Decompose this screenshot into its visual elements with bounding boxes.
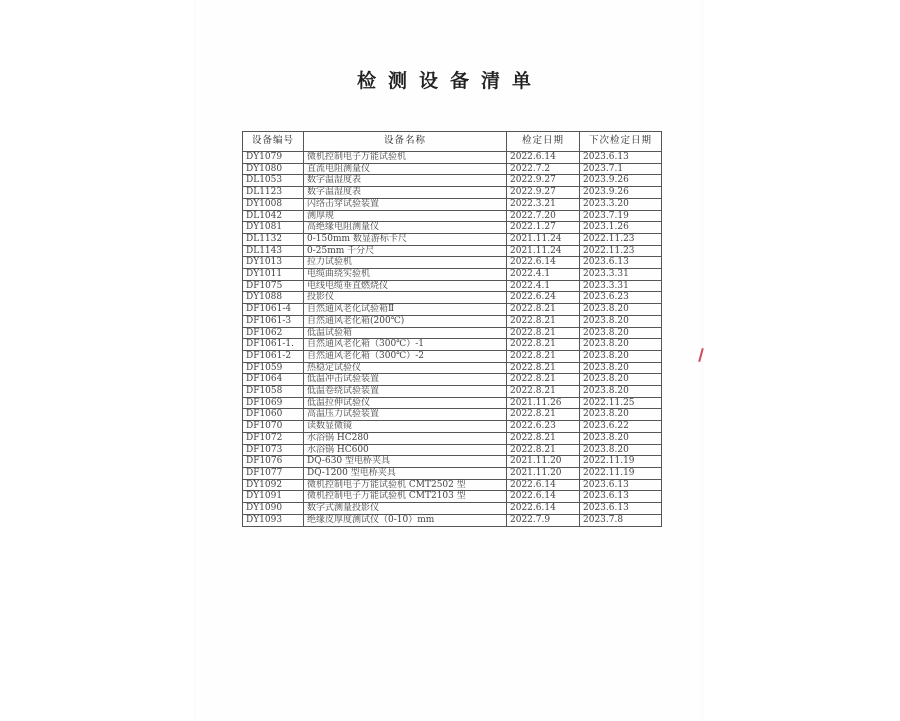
next-calibration-date: 2023.6.23 xyxy=(580,292,662,304)
equipment-id: DF1070 xyxy=(243,421,304,433)
calibration-date: 2022.8.21 xyxy=(507,444,580,456)
equipment-name: 水浴锅 HC280 xyxy=(304,432,507,444)
equipment-name: 闪络击穿试验装置 xyxy=(304,198,507,210)
next-calibration-date: 2023.3.31 xyxy=(580,280,662,292)
next-calibration-date: 2023.8.20 xyxy=(580,386,662,398)
next-calibration-date: 2023.8.20 xyxy=(580,409,662,421)
calibration-date: 2022.4.1 xyxy=(507,269,580,281)
table-row xyxy=(243,222,662,234)
equipment-id: DL1042 xyxy=(243,210,304,222)
equipment-id: DY1013 xyxy=(243,257,304,269)
equipment-id: DF1073 xyxy=(243,444,304,456)
table-row xyxy=(243,362,662,374)
table-row xyxy=(243,198,662,210)
equipment-id: DF1076 xyxy=(243,456,304,468)
calibration-date: 2022.8.21 xyxy=(507,327,580,339)
equipment-id: DY1011 xyxy=(243,269,304,281)
equipment-id: DY1093 xyxy=(243,514,304,526)
next-calibration-date: 2023.7.19 xyxy=(580,210,662,222)
equipment-id: DF1075 xyxy=(243,280,304,292)
equipment-id: DF1061-1. xyxy=(243,339,304,351)
next-calibration-date: 2023.6.13 xyxy=(580,503,662,515)
next-calibration-date: 2023.6.13 xyxy=(580,152,662,164)
equipment-id: DL1123 xyxy=(243,187,304,199)
table-row xyxy=(243,409,662,421)
next-calibration-date: 2023.8.20 xyxy=(580,362,662,374)
next-calibration-date: 2023.8.20 xyxy=(580,444,662,456)
next-calibration-date: 2023.6.13 xyxy=(580,257,662,269)
equipment-id: DY1079 xyxy=(243,152,304,164)
calibration-date: 2022.1.27 xyxy=(507,222,580,234)
equipment-id: DF1069 xyxy=(243,397,304,409)
table-row xyxy=(243,397,662,409)
table-row xyxy=(243,152,662,164)
equipment-id: DF1064 xyxy=(243,374,304,386)
equipment-id: DL1053 xyxy=(243,175,304,187)
table-row xyxy=(243,339,662,351)
equipment-name: 电缆曲绕实验机 xyxy=(304,269,507,281)
equipment-name: 测厚规 xyxy=(304,210,507,222)
table-row xyxy=(243,456,662,468)
calibration-date: 2021.11.24 xyxy=(507,233,580,245)
next-calibration-date: 2023.8.20 xyxy=(580,339,662,351)
equipment-id: DF1061-2 xyxy=(243,350,304,362)
equipment-name: 数字温湿度表 xyxy=(304,187,507,199)
calibration-date: 2022.8.21 xyxy=(507,374,580,386)
table-row xyxy=(243,444,662,456)
equipment-id: DF1059 xyxy=(243,362,304,374)
equipment-name: 数字式测量投影仪 xyxy=(304,503,507,515)
calibration-date: 2022.8.21 xyxy=(507,339,580,351)
equipment-name: 微机控制电子万能试验机 CMT2502 型 xyxy=(304,479,507,491)
next-calibration-date: 2023.6.13 xyxy=(580,491,662,503)
calibration-date: 2021.11.20 xyxy=(507,456,580,468)
equipment-name: 电线电缆垂直燃烧仪 xyxy=(304,280,507,292)
equipment-id: DF1061-3 xyxy=(243,315,304,327)
column-header-id: 设备编号 xyxy=(243,132,304,152)
equipment-name: 数字温湿度表 xyxy=(304,175,507,187)
equipment-name: 低温卷绕试验装置 xyxy=(304,386,507,398)
next-calibration-date: 2022.11.19 xyxy=(580,456,662,468)
equipment-name: 高温压力试验装置 xyxy=(304,409,507,421)
equipment-name: 投影仪 xyxy=(304,292,507,304)
equipment-id: DY1081 xyxy=(243,222,304,234)
next-calibration-date: 2023.6.13 xyxy=(580,479,662,491)
calibration-date: 2022.8.21 xyxy=(507,432,580,444)
table-row xyxy=(243,467,662,479)
next-calibration-date: 2023.7.1 xyxy=(580,163,662,175)
equipment-name: 水浴锅 HC600 xyxy=(304,444,507,456)
table-row xyxy=(243,245,662,257)
calibration-date: 2022.8.21 xyxy=(507,409,580,421)
table-row xyxy=(243,491,662,503)
equipment-id: DF1062 xyxy=(243,327,304,339)
next-calibration-date: 2023.3.31 xyxy=(580,269,662,281)
table-row xyxy=(243,432,662,444)
equipment-id: DF1060 xyxy=(243,409,304,421)
calibration-date: 2021.11.26 xyxy=(507,397,580,409)
table-row xyxy=(243,479,662,491)
next-calibration-date: 2023.9.26 xyxy=(580,175,662,187)
equipment-name: DQ-1200 型电桥夹具 xyxy=(304,467,507,479)
table-row xyxy=(243,280,662,292)
equipment-name: 自然通风老化试验箱Ⅱ xyxy=(304,304,507,316)
table-row xyxy=(243,421,662,433)
calibration-date: 2022.8.21 xyxy=(507,304,580,316)
next-calibration-date: 2023.8.20 xyxy=(580,374,662,386)
table-row xyxy=(243,304,662,316)
calibration-date: 2022.6.14 xyxy=(507,257,580,269)
column-header-next-calibration-date: 下次检定日期 xyxy=(580,132,662,152)
table-row xyxy=(243,257,662,269)
next-calibration-date: 2023.1.26 xyxy=(580,222,662,234)
next-calibration-date: 2022.11.25 xyxy=(580,397,662,409)
next-calibration-date: 2023.8.20 xyxy=(580,327,662,339)
table-row xyxy=(243,374,662,386)
document-title: 检测设备清单 xyxy=(356,70,543,92)
equipment-name: 0-150mm 数显游标卡尺 xyxy=(304,233,507,245)
equipment-name: 低温试验箱 xyxy=(304,327,507,339)
table-row xyxy=(243,187,662,199)
equipment-id: DY1008 xyxy=(243,198,304,210)
calibration-date: 2022.9.27 xyxy=(507,187,580,199)
next-calibration-date: 2023.6.22 xyxy=(580,421,662,433)
calibration-date: 2022.8.21 xyxy=(507,350,580,362)
equipment-name: 高绝缘电阻测量仪 xyxy=(304,222,507,234)
table-row xyxy=(243,386,662,398)
calibration-date: 2022.6.14 xyxy=(507,503,580,515)
table-row xyxy=(243,514,662,526)
calibration-date: 2022.8.21 xyxy=(507,386,580,398)
calibration-date: 2022.7.20 xyxy=(507,210,580,222)
calibration-date: 2022.6.14 xyxy=(507,479,580,491)
equipment-id: DY1091 xyxy=(243,491,304,503)
calibration-date: 2022.8.21 xyxy=(507,315,580,327)
next-calibration-date: 2022.11.19 xyxy=(580,467,662,479)
column-header-name: 设备名称 xyxy=(304,132,507,152)
calibration-date: 2022.6.14 xyxy=(507,152,580,164)
calibration-date: 2022.7.2 xyxy=(507,163,580,175)
equipment-name: 自然通风老化箱（300℃）-1 xyxy=(304,339,507,351)
equipment-id: DF1077 xyxy=(243,467,304,479)
calibration-date: 2022.8.21 xyxy=(507,362,580,374)
equipment-id: DF1061-4 xyxy=(243,304,304,316)
equipment-name: 热稳定试验仪 xyxy=(304,362,507,374)
equipment-name: DQ-630 型电桥夹具 xyxy=(304,456,507,468)
table-row xyxy=(243,163,662,175)
equipment-name: 绝缘皮厚度测试仪（0-10）mm xyxy=(304,514,507,526)
equipment-id: DY1090 xyxy=(243,503,304,515)
equipment-id: DY1088 xyxy=(243,292,304,304)
next-calibration-date: 2022.11.23 xyxy=(580,233,662,245)
table-row xyxy=(243,175,662,187)
table-row xyxy=(243,233,662,245)
calibration-date: 2022.4.1 xyxy=(507,280,580,292)
calibration-date: 2022.9.27 xyxy=(507,175,580,187)
table-row xyxy=(243,269,662,281)
equipment-name: 直流电阻测量仪 xyxy=(304,163,507,175)
calibration-date: 2021.11.20 xyxy=(507,467,580,479)
equipment-id: DL1143 xyxy=(243,245,304,257)
calibration-date: 2022.6.14 xyxy=(507,491,580,503)
next-calibration-date: 2023.8.20 xyxy=(580,315,662,327)
equipment-id: DY1080 xyxy=(243,163,304,175)
table-row xyxy=(243,327,662,339)
equipment-table xyxy=(242,131,662,527)
table-row xyxy=(243,350,662,362)
table-row xyxy=(243,503,662,515)
equipment-id: DF1058 xyxy=(243,386,304,398)
table-row xyxy=(243,292,662,304)
equipment-name: 微机控制电子万能试验机 xyxy=(304,152,507,164)
next-calibration-date: 2023.9.26 xyxy=(580,187,662,199)
equipment-name: 0-25mm 千分尺 xyxy=(304,245,507,257)
equipment-name: 自然通风老化箱（300℃）-2 xyxy=(304,350,507,362)
equipment-name: 自然通风老化箱(200℃) xyxy=(304,315,507,327)
equipment-id: DF1072 xyxy=(243,432,304,444)
equipment-name: 拉力试验机 xyxy=(304,257,507,269)
equipment-id: DY1092 xyxy=(243,479,304,491)
calibration-date: 2021.11.24 xyxy=(507,245,580,257)
table-row xyxy=(243,210,662,222)
table-row xyxy=(243,315,662,327)
next-calibration-date: 2023.7.8 xyxy=(580,514,662,526)
calibration-date: 2022.3.21 xyxy=(507,198,580,210)
calibration-date: 2022.7.9 xyxy=(507,514,580,526)
column-header-calibration-date: 检定日期 xyxy=(507,132,580,152)
equipment-name: 微机控制电子万能试验机 CMT2103 型 xyxy=(304,491,507,503)
next-calibration-date: 2023.8.20 xyxy=(580,304,662,316)
calibration-date: 2022.6.24 xyxy=(507,292,580,304)
calibration-date: 2022.6.23 xyxy=(507,421,580,433)
equipment-id: DL1132 xyxy=(243,233,304,245)
equipment-name: 低温冲击试验装置 xyxy=(304,374,507,386)
next-calibration-date: 2023.3.20 xyxy=(580,198,662,210)
equipment-name: 读数显微镜 xyxy=(304,421,507,433)
next-calibration-date: 2023.8.20 xyxy=(580,432,662,444)
equipment-name: 低温拉伸试验仪 xyxy=(304,397,507,409)
table-header-row xyxy=(243,132,662,152)
next-calibration-date: 2023.8.20 xyxy=(580,350,662,362)
next-calibration-date: 2022.11.23 xyxy=(580,245,662,257)
